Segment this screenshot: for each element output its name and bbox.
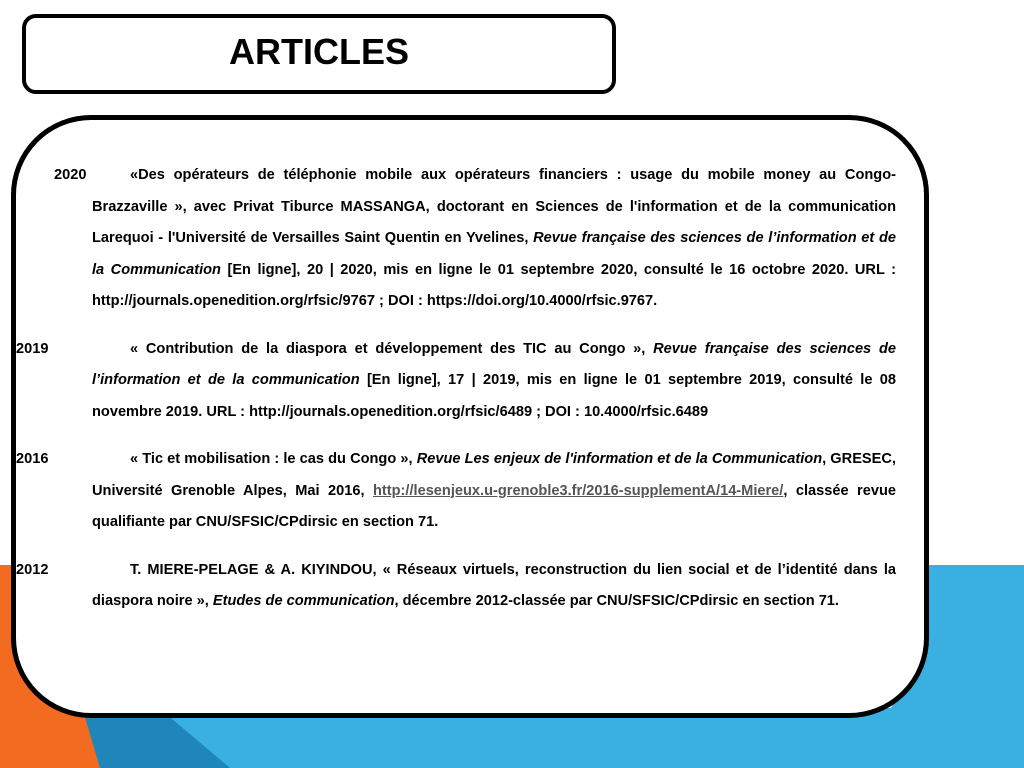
article-body [16, 444, 896, 539]
article-year: 2012 [16, 561, 49, 578]
article-entry [16, 555, 896, 618]
article-entry [16, 334, 896, 429]
article-year: 2020 [54, 167, 87, 183]
article-text: « Contribution de la diaspora et développement des TIC au Congo », [130, 340, 654, 357]
article-year: 2019 [16, 340, 49, 357]
article-details: , décembre 2012-classée par CNU/SFSIC/CPdirsic en section 71. [394, 593, 839, 609]
title-box [22, 14, 616, 94]
article-journal: Revue française des sciences de l’information et de la communication [92, 340, 896, 388]
article-journal: Revue française des sciences de l’information et de la Communication [92, 230, 896, 278]
articles-panel [11, 115, 929, 718]
page-title: ARTICLES [229, 31, 409, 72]
article-link[interactable]: http://lesenjeux.u-grenoble3.fr/2016-supplementA/14-Miere/ [373, 482, 784, 499]
article-text: T. MIERE-PELAGE & A. KIYINDOU, « Réseaux virtuels, reconstruction du lien social et de l’identité dans la diaspora noire », [92, 561, 896, 609]
article-details: [En ligne], 20 | 2020, mis en ligne le 01 septembre 2020, consulté le 16 octobre 2020. URL : http://journals.openedition.org/rfsic/9767 ; DOI : https://doi.org/10.4000/rfsic.9767. [92, 261, 896, 309]
article-details: [En ligne], 17 | 2019, mis en ligne le 01 septembre 2019, consulté le 08 novembre 2019. URL : http://journals.openedition.org/rfsic/6489 ; DOI : 10.4000/rfsic.6489 [92, 372, 896, 420]
article-details: , GRESEC, Université Grenoble Alpes, Mai 2016, [92, 451, 896, 499]
articles-list [16, 160, 896, 634]
article-text: «Des opérateurs de téléphonie mobile aux opérateurs financiers : usage du mobile money au Congo-Brazzaville », avec Privat Tiburce MASSANGA, doctorant en Sciences de l'information et de la communication Larequoi - l'Université de Versailles Saint Quentin en Yvelines, [92, 167, 896, 246]
article-journal: Revue Les enjeux de l'information et de la Communication [416, 451, 823, 467]
article-year: 2016 [16, 451, 49, 467]
article-body [16, 555, 896, 618]
article-note: , classée revue qualifiante par CNU/SFSIC/CPdirsic en section 71. [92, 482, 896, 530]
article-journal: Etudes de communication [212, 593, 395, 609]
article-entry [54, 160, 896, 318]
article-body [16, 334, 896, 429]
article-body [54, 160, 896, 318]
article-text: « Tic et mobilisation : le cas du Congo », [130, 451, 417, 467]
article-entry [16, 444, 896, 539]
